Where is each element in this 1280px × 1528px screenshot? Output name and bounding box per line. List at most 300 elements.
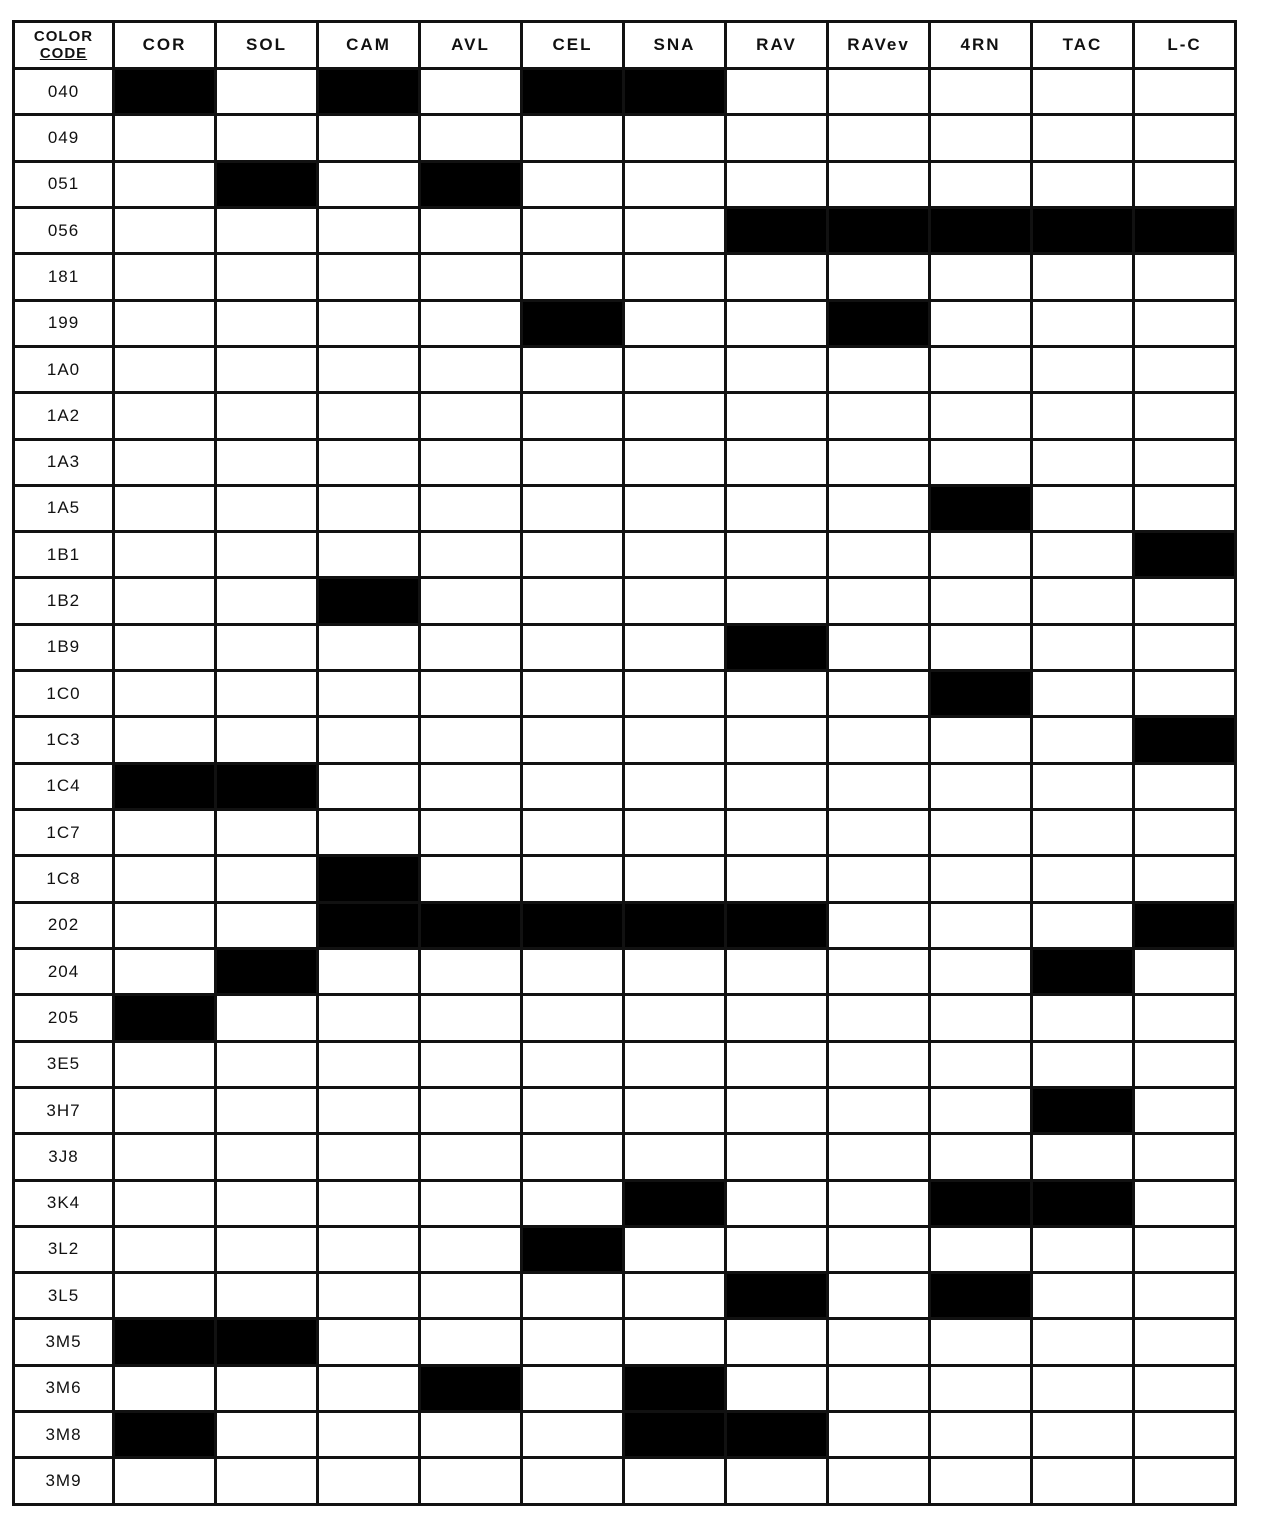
empty-cell — [216, 1273, 318, 1319]
color-code-cell: 3L2 — [14, 1226, 114, 1272]
empty-cell — [522, 948, 624, 994]
empty-cell — [114, 902, 216, 948]
table-row — [14, 300, 1236, 346]
empty-cell — [726, 717, 828, 763]
color-code-cell: 1C0 — [14, 671, 114, 717]
empty-cell — [420, 1273, 522, 1319]
empty-cell — [1032, 439, 1134, 485]
column-header-cor: COR — [114, 22, 216, 69]
empty-cell — [318, 485, 420, 531]
empty-cell — [828, 1458, 930, 1505]
empty-cell — [1032, 810, 1134, 856]
empty-cell — [624, 948, 726, 994]
color-code-cell: 205 — [14, 995, 114, 1041]
empty-cell — [420, 1041, 522, 1087]
table-row — [14, 115, 1236, 161]
filled-cell — [114, 69, 216, 115]
empty-cell — [522, 717, 624, 763]
empty-cell — [726, 948, 828, 994]
empty-cell — [522, 1365, 624, 1411]
empty-cell — [318, 254, 420, 300]
empty-cell — [318, 1365, 420, 1411]
table-row — [14, 671, 1236, 717]
empty-cell — [114, 1273, 216, 1319]
table-row — [14, 393, 1236, 439]
empty-cell — [1134, 439, 1236, 485]
empty-cell — [216, 717, 318, 763]
empty-cell — [1134, 578, 1236, 624]
empty-cell — [726, 532, 828, 578]
empty-cell — [1134, 948, 1236, 994]
empty-cell — [930, 1458, 1032, 1505]
empty-cell — [114, 1226, 216, 1272]
empty-cell — [726, 300, 828, 346]
empty-cell — [726, 69, 828, 115]
empty-cell — [420, 207, 522, 253]
filled-cell — [726, 1273, 828, 1319]
empty-cell — [828, 1134, 930, 1180]
empty-cell — [726, 485, 828, 531]
empty-cell — [420, 624, 522, 670]
empty-cell — [1134, 1226, 1236, 1272]
empty-cell — [420, 1412, 522, 1458]
color-code-cell: 1A0 — [14, 346, 114, 392]
filled-cell — [318, 902, 420, 948]
color-code-cell: 1A3 — [14, 439, 114, 485]
empty-cell — [1134, 393, 1236, 439]
empty-cell — [114, 1087, 216, 1133]
empty-cell — [522, 578, 624, 624]
empty-cell — [114, 115, 216, 161]
color-code-cell: 1A5 — [14, 485, 114, 531]
empty-cell — [522, 624, 624, 670]
empty-cell — [114, 578, 216, 624]
filled-cell — [522, 300, 624, 346]
filled-cell — [930, 485, 1032, 531]
empty-cell — [318, 671, 420, 717]
empty-cell — [624, 485, 726, 531]
empty-cell — [930, 624, 1032, 670]
empty-cell — [114, 393, 216, 439]
table-row — [14, 995, 1236, 1041]
empty-cell — [1134, 161, 1236, 207]
empty-cell — [930, 810, 1032, 856]
table-row — [14, 902, 1236, 948]
empty-cell — [216, 1087, 318, 1133]
empty-cell — [522, 810, 624, 856]
filled-cell — [828, 207, 930, 253]
empty-cell — [216, 1134, 318, 1180]
empty-cell — [318, 161, 420, 207]
empty-cell — [522, 1412, 624, 1458]
empty-cell — [726, 1319, 828, 1365]
color-code-cell: 1B1 — [14, 532, 114, 578]
empty-cell — [318, 300, 420, 346]
empty-cell — [522, 115, 624, 161]
empty-cell — [624, 995, 726, 1041]
empty-cell — [114, 717, 216, 763]
empty-cell — [420, 439, 522, 485]
empty-cell — [1134, 1458, 1236, 1505]
empty-cell — [828, 69, 930, 115]
empty-cell — [522, 1180, 624, 1226]
filled-cell — [930, 1273, 1032, 1319]
empty-cell — [420, 485, 522, 531]
table-row — [14, 161, 1236, 207]
filled-cell — [1134, 902, 1236, 948]
empty-cell — [318, 810, 420, 856]
empty-cell — [930, 439, 1032, 485]
empty-cell — [318, 1041, 420, 1087]
empty-cell — [522, 1041, 624, 1087]
empty-cell — [1032, 856, 1134, 902]
empty-cell — [318, 717, 420, 763]
empty-cell — [1134, 300, 1236, 346]
color-code-cell: 3M9 — [14, 1458, 114, 1505]
empty-cell — [828, 532, 930, 578]
empty-cell — [726, 671, 828, 717]
filled-cell — [114, 1412, 216, 1458]
color-code-cell: 3E5 — [14, 1041, 114, 1087]
empty-cell — [114, 254, 216, 300]
color-code-cell: 204 — [14, 948, 114, 994]
empty-cell — [930, 902, 1032, 948]
empty-cell — [522, 207, 624, 253]
table-row — [14, 624, 1236, 670]
empty-cell — [420, 300, 522, 346]
empty-cell — [624, 207, 726, 253]
table-row — [14, 763, 1236, 809]
empty-cell — [624, 671, 726, 717]
color-code-header-line1: COLOR — [33, 28, 94, 45]
filled-cell — [1032, 948, 1134, 994]
color-code-cell: 199 — [14, 300, 114, 346]
empty-cell — [828, 902, 930, 948]
empty-cell — [522, 485, 624, 531]
empty-cell — [930, 856, 1032, 902]
empty-cell — [1032, 1458, 1134, 1505]
filled-cell — [1032, 1087, 1134, 1133]
empty-cell — [1134, 1365, 1236, 1411]
empty-cell — [114, 346, 216, 392]
empty-cell — [1134, 1319, 1236, 1365]
empty-cell — [1134, 995, 1236, 1041]
empty-cell — [420, 254, 522, 300]
table-row — [14, 532, 1236, 578]
empty-cell — [828, 671, 930, 717]
empty-cell — [420, 346, 522, 392]
color-code-cell: 049 — [14, 115, 114, 161]
empty-cell — [1134, 856, 1236, 902]
empty-cell — [216, 254, 318, 300]
empty-cell — [420, 717, 522, 763]
empty-cell — [114, 1134, 216, 1180]
empty-cell — [216, 532, 318, 578]
empty-cell — [624, 1226, 726, 1272]
empty-cell — [1032, 902, 1134, 948]
color-code-cell: 202 — [14, 902, 114, 948]
filled-cell — [216, 161, 318, 207]
empty-cell — [216, 1365, 318, 1411]
empty-cell — [624, 161, 726, 207]
empty-cell — [318, 624, 420, 670]
empty-cell — [624, 1458, 726, 1505]
empty-cell — [114, 671, 216, 717]
empty-cell — [930, 161, 1032, 207]
empty-cell — [726, 1226, 828, 1272]
empty-cell — [216, 810, 318, 856]
empty-cell — [420, 532, 522, 578]
table-row — [14, 1365, 1236, 1411]
filled-cell — [318, 69, 420, 115]
empty-cell — [828, 810, 930, 856]
empty-cell — [1134, 1041, 1236, 1087]
empty-cell — [1032, 671, 1134, 717]
empty-cell — [726, 995, 828, 1041]
empty-cell — [1134, 1180, 1236, 1226]
empty-cell — [114, 1180, 216, 1226]
empty-cell — [1032, 69, 1134, 115]
empty-cell — [216, 207, 318, 253]
filled-cell — [114, 1319, 216, 1365]
table-row — [14, 69, 1236, 115]
empty-cell — [114, 856, 216, 902]
empty-cell — [318, 346, 420, 392]
filled-cell — [114, 763, 216, 809]
empty-cell — [420, 1226, 522, 1272]
empty-cell — [216, 1226, 318, 1272]
filled-cell — [522, 69, 624, 115]
empty-cell — [624, 439, 726, 485]
empty-cell — [726, 1134, 828, 1180]
empty-cell — [216, 1041, 318, 1087]
empty-cell — [930, 1365, 1032, 1411]
empty-cell — [624, 763, 726, 809]
empty-cell — [930, 578, 1032, 624]
table-row — [14, 207, 1236, 253]
empty-cell — [726, 810, 828, 856]
empty-cell — [726, 578, 828, 624]
empty-cell — [828, 578, 930, 624]
filled-cell — [318, 578, 420, 624]
empty-cell — [420, 1180, 522, 1226]
empty-cell — [930, 1319, 1032, 1365]
filled-cell — [420, 161, 522, 207]
empty-cell — [726, 763, 828, 809]
empty-cell — [216, 393, 318, 439]
empty-cell — [1032, 1273, 1134, 1319]
empty-cell — [420, 1087, 522, 1133]
empty-cell — [930, 393, 1032, 439]
empty-cell — [420, 1458, 522, 1505]
color-code-cell: 1C4 — [14, 763, 114, 809]
empty-cell — [1032, 1365, 1134, 1411]
column-header-4rn: 4RN — [930, 22, 1032, 69]
empty-cell — [1032, 161, 1134, 207]
table-body — [14, 69, 1236, 1505]
empty-cell — [420, 763, 522, 809]
empty-cell — [114, 207, 216, 253]
empty-cell — [216, 902, 318, 948]
header-row — [14, 22, 1236, 69]
filled-cell — [624, 69, 726, 115]
empty-cell — [726, 1458, 828, 1505]
color-code-cell: 3M6 — [14, 1365, 114, 1411]
empty-cell — [726, 1180, 828, 1226]
empty-cell — [522, 393, 624, 439]
empty-cell — [114, 439, 216, 485]
empty-cell — [1134, 671, 1236, 717]
empty-cell — [216, 1458, 318, 1505]
empty-cell — [1032, 485, 1134, 531]
empty-cell — [1032, 1134, 1134, 1180]
column-header-rav: RAV — [726, 22, 828, 69]
empty-cell — [828, 717, 930, 763]
empty-cell — [624, 1319, 726, 1365]
empty-cell — [828, 1041, 930, 1087]
table-row — [14, 810, 1236, 856]
table-row — [14, 346, 1236, 392]
empty-cell — [930, 717, 1032, 763]
empty-cell — [828, 254, 930, 300]
empty-cell — [828, 346, 930, 392]
empty-cell — [420, 393, 522, 439]
empty-cell — [216, 1180, 318, 1226]
empty-cell — [1134, 115, 1236, 161]
empty-cell — [420, 578, 522, 624]
empty-cell — [114, 1365, 216, 1411]
empty-cell — [624, 578, 726, 624]
empty-cell — [1134, 254, 1236, 300]
filled-cell — [624, 1365, 726, 1411]
empty-cell — [114, 485, 216, 531]
empty-cell — [420, 995, 522, 1041]
empty-cell — [828, 856, 930, 902]
empty-cell — [216, 995, 318, 1041]
filled-cell — [318, 856, 420, 902]
color-code-table — [12, 20, 1237, 1506]
column-header-sna: SNA — [624, 22, 726, 69]
empty-cell — [726, 346, 828, 392]
table-row — [14, 1319, 1236, 1365]
empty-cell — [1134, 69, 1236, 115]
empty-cell — [828, 1319, 930, 1365]
empty-cell — [318, 532, 420, 578]
table-row — [14, 1134, 1236, 1180]
empty-cell — [1134, 1273, 1236, 1319]
empty-cell — [930, 346, 1032, 392]
column-header-tac: TAC — [1032, 22, 1134, 69]
color-code-header-line2: CODE — [39, 45, 88, 62]
empty-cell — [828, 1226, 930, 1272]
table-row — [14, 254, 1236, 300]
color-code-cell: 040 — [14, 69, 114, 115]
filled-cell — [624, 1412, 726, 1458]
empty-cell — [216, 439, 318, 485]
filled-cell — [1032, 207, 1134, 253]
empty-cell — [522, 532, 624, 578]
column-header-cam: CAM — [318, 22, 420, 69]
empty-cell — [726, 856, 828, 902]
filled-cell — [1134, 532, 1236, 578]
filled-cell — [1134, 207, 1236, 253]
empty-cell — [1134, 763, 1236, 809]
empty-cell — [216, 578, 318, 624]
empty-cell — [522, 763, 624, 809]
empty-cell — [216, 1412, 318, 1458]
empty-cell — [828, 161, 930, 207]
empty-cell — [114, 161, 216, 207]
empty-cell — [216, 346, 318, 392]
color-code-cell: 3K4 — [14, 1180, 114, 1226]
empty-cell — [522, 161, 624, 207]
empty-cell — [828, 995, 930, 1041]
filled-cell — [420, 1365, 522, 1411]
empty-cell — [318, 948, 420, 994]
filled-cell — [624, 902, 726, 948]
empty-cell — [318, 1134, 420, 1180]
color-code-header — [14, 22, 114, 69]
empty-cell — [420, 115, 522, 161]
empty-cell — [216, 624, 318, 670]
color-code-cell: 056 — [14, 207, 114, 253]
table-row — [14, 1412, 1236, 1458]
table-row — [14, 485, 1236, 531]
color-availability-chart — [12, 20, 1236, 1506]
empty-cell — [624, 717, 726, 763]
empty-cell — [624, 1087, 726, 1133]
empty-cell — [828, 115, 930, 161]
empty-cell — [114, 624, 216, 670]
empty-cell — [420, 948, 522, 994]
empty-cell — [216, 69, 318, 115]
column-header-l-c: L-C — [1134, 22, 1236, 69]
empty-cell — [114, 300, 216, 346]
empty-cell — [930, 995, 1032, 1041]
empty-cell — [1032, 532, 1134, 578]
color-code-cell: 1C3 — [14, 717, 114, 763]
empty-cell — [420, 69, 522, 115]
empty-cell — [522, 346, 624, 392]
filled-cell — [1032, 1180, 1134, 1226]
empty-cell — [726, 115, 828, 161]
empty-cell — [318, 1412, 420, 1458]
empty-cell — [624, 810, 726, 856]
empty-cell — [1134, 1412, 1236, 1458]
empty-cell — [1134, 346, 1236, 392]
empty-cell — [216, 300, 318, 346]
empty-cell — [420, 671, 522, 717]
empty-cell — [828, 485, 930, 531]
empty-cell — [216, 671, 318, 717]
table-row — [14, 717, 1236, 763]
empty-cell — [624, 1041, 726, 1087]
empty-cell — [420, 856, 522, 902]
empty-cell — [930, 1226, 1032, 1272]
table-row — [14, 948, 1236, 994]
empty-cell — [930, 948, 1032, 994]
empty-cell — [930, 1041, 1032, 1087]
empty-cell — [1032, 1319, 1134, 1365]
empty-cell — [216, 856, 318, 902]
empty-cell — [318, 1226, 420, 1272]
empty-cell — [828, 393, 930, 439]
empty-cell — [930, 1087, 1032, 1133]
empty-cell — [318, 207, 420, 253]
empty-cell — [828, 624, 930, 670]
empty-cell — [624, 254, 726, 300]
empty-cell — [1032, 578, 1134, 624]
